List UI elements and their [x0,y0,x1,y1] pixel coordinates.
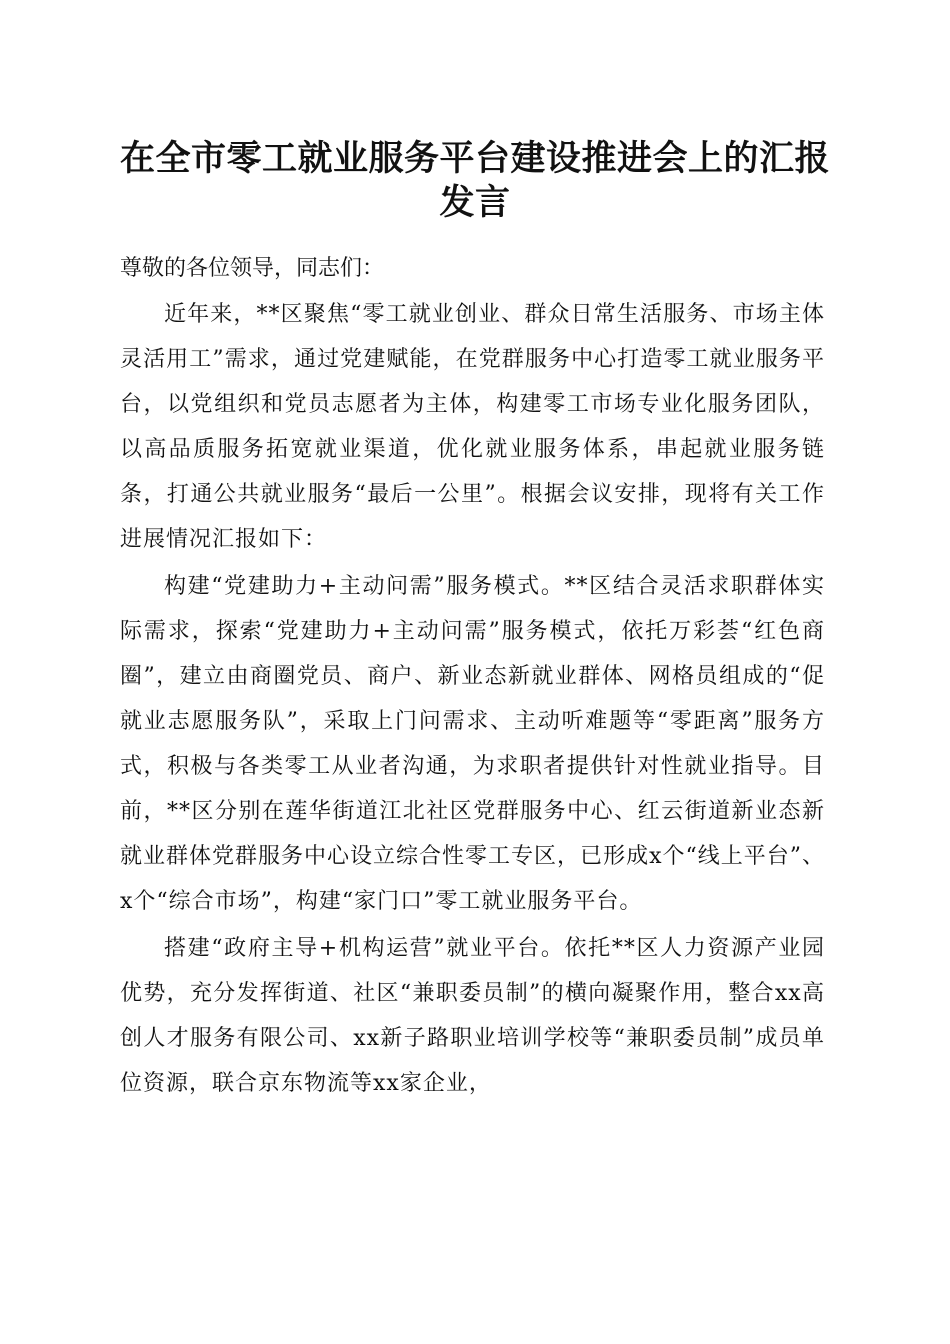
document-body [120,246,825,1108]
paragraph-intro: 近年来，**区聚焦“零工就业创业、群众日常生活服务、市场主体灵活用工”需求，通过党建赋能，在党群服务中心打造零工就业服务平台，以党组织和党员志愿者为主体，构建零工市场专业化服务团队，以高品质服务拓宽就业渠道，优化就业服务体系，串起就业服务链条，打通公共就业服务“最后一公里”。根据会议安排，现将有关工作进展情况汇报如下： [120,302,825,552]
paragraph-employment-platform: 搭建“政府主导+机构运营”就业平台。依托**区人力资源产业园优势，充分发挥街道、社区“兼职委员制”的横向凝聚作用，整合xx高创人才服务有限公司、xx新子路职业培训学校等“兼职委员制”成员单位资源，联合京东物流等xx家企业， [120,936,825,1096]
salutation: 尊敬的各位领导，同志们： [120,256,385,281]
document-title-line1: 在全市零工就业服务平台建设推进会上的汇报 [119,138,830,179]
paragraph-service-model: 构建“党建助力+主动问需”服务模式。**区结合灵活求职群体实际需求，探索“党建助力+主动问需”服务模式，依托万彩荟“红色商圈”，建立由商圈党员、商户、新业态新就业群体、网格员组成的“促就业志愿服务队”，采取上门问需求、主动听难题等“零距离”服务方式，积极与各类零工从业者沟通，为求职者提供针对性就业指导。目前，**区分别在莲华街道江北社区党群服务中心、红云街道新业态新就业群体党群服务中心设立综合性零工专区，已形成x个“线上平台”、x个“综合市场”，构建“家门口”零工就业服务平台。 [120,574,825,914]
document-title-line2: 发言 [439,182,511,223]
